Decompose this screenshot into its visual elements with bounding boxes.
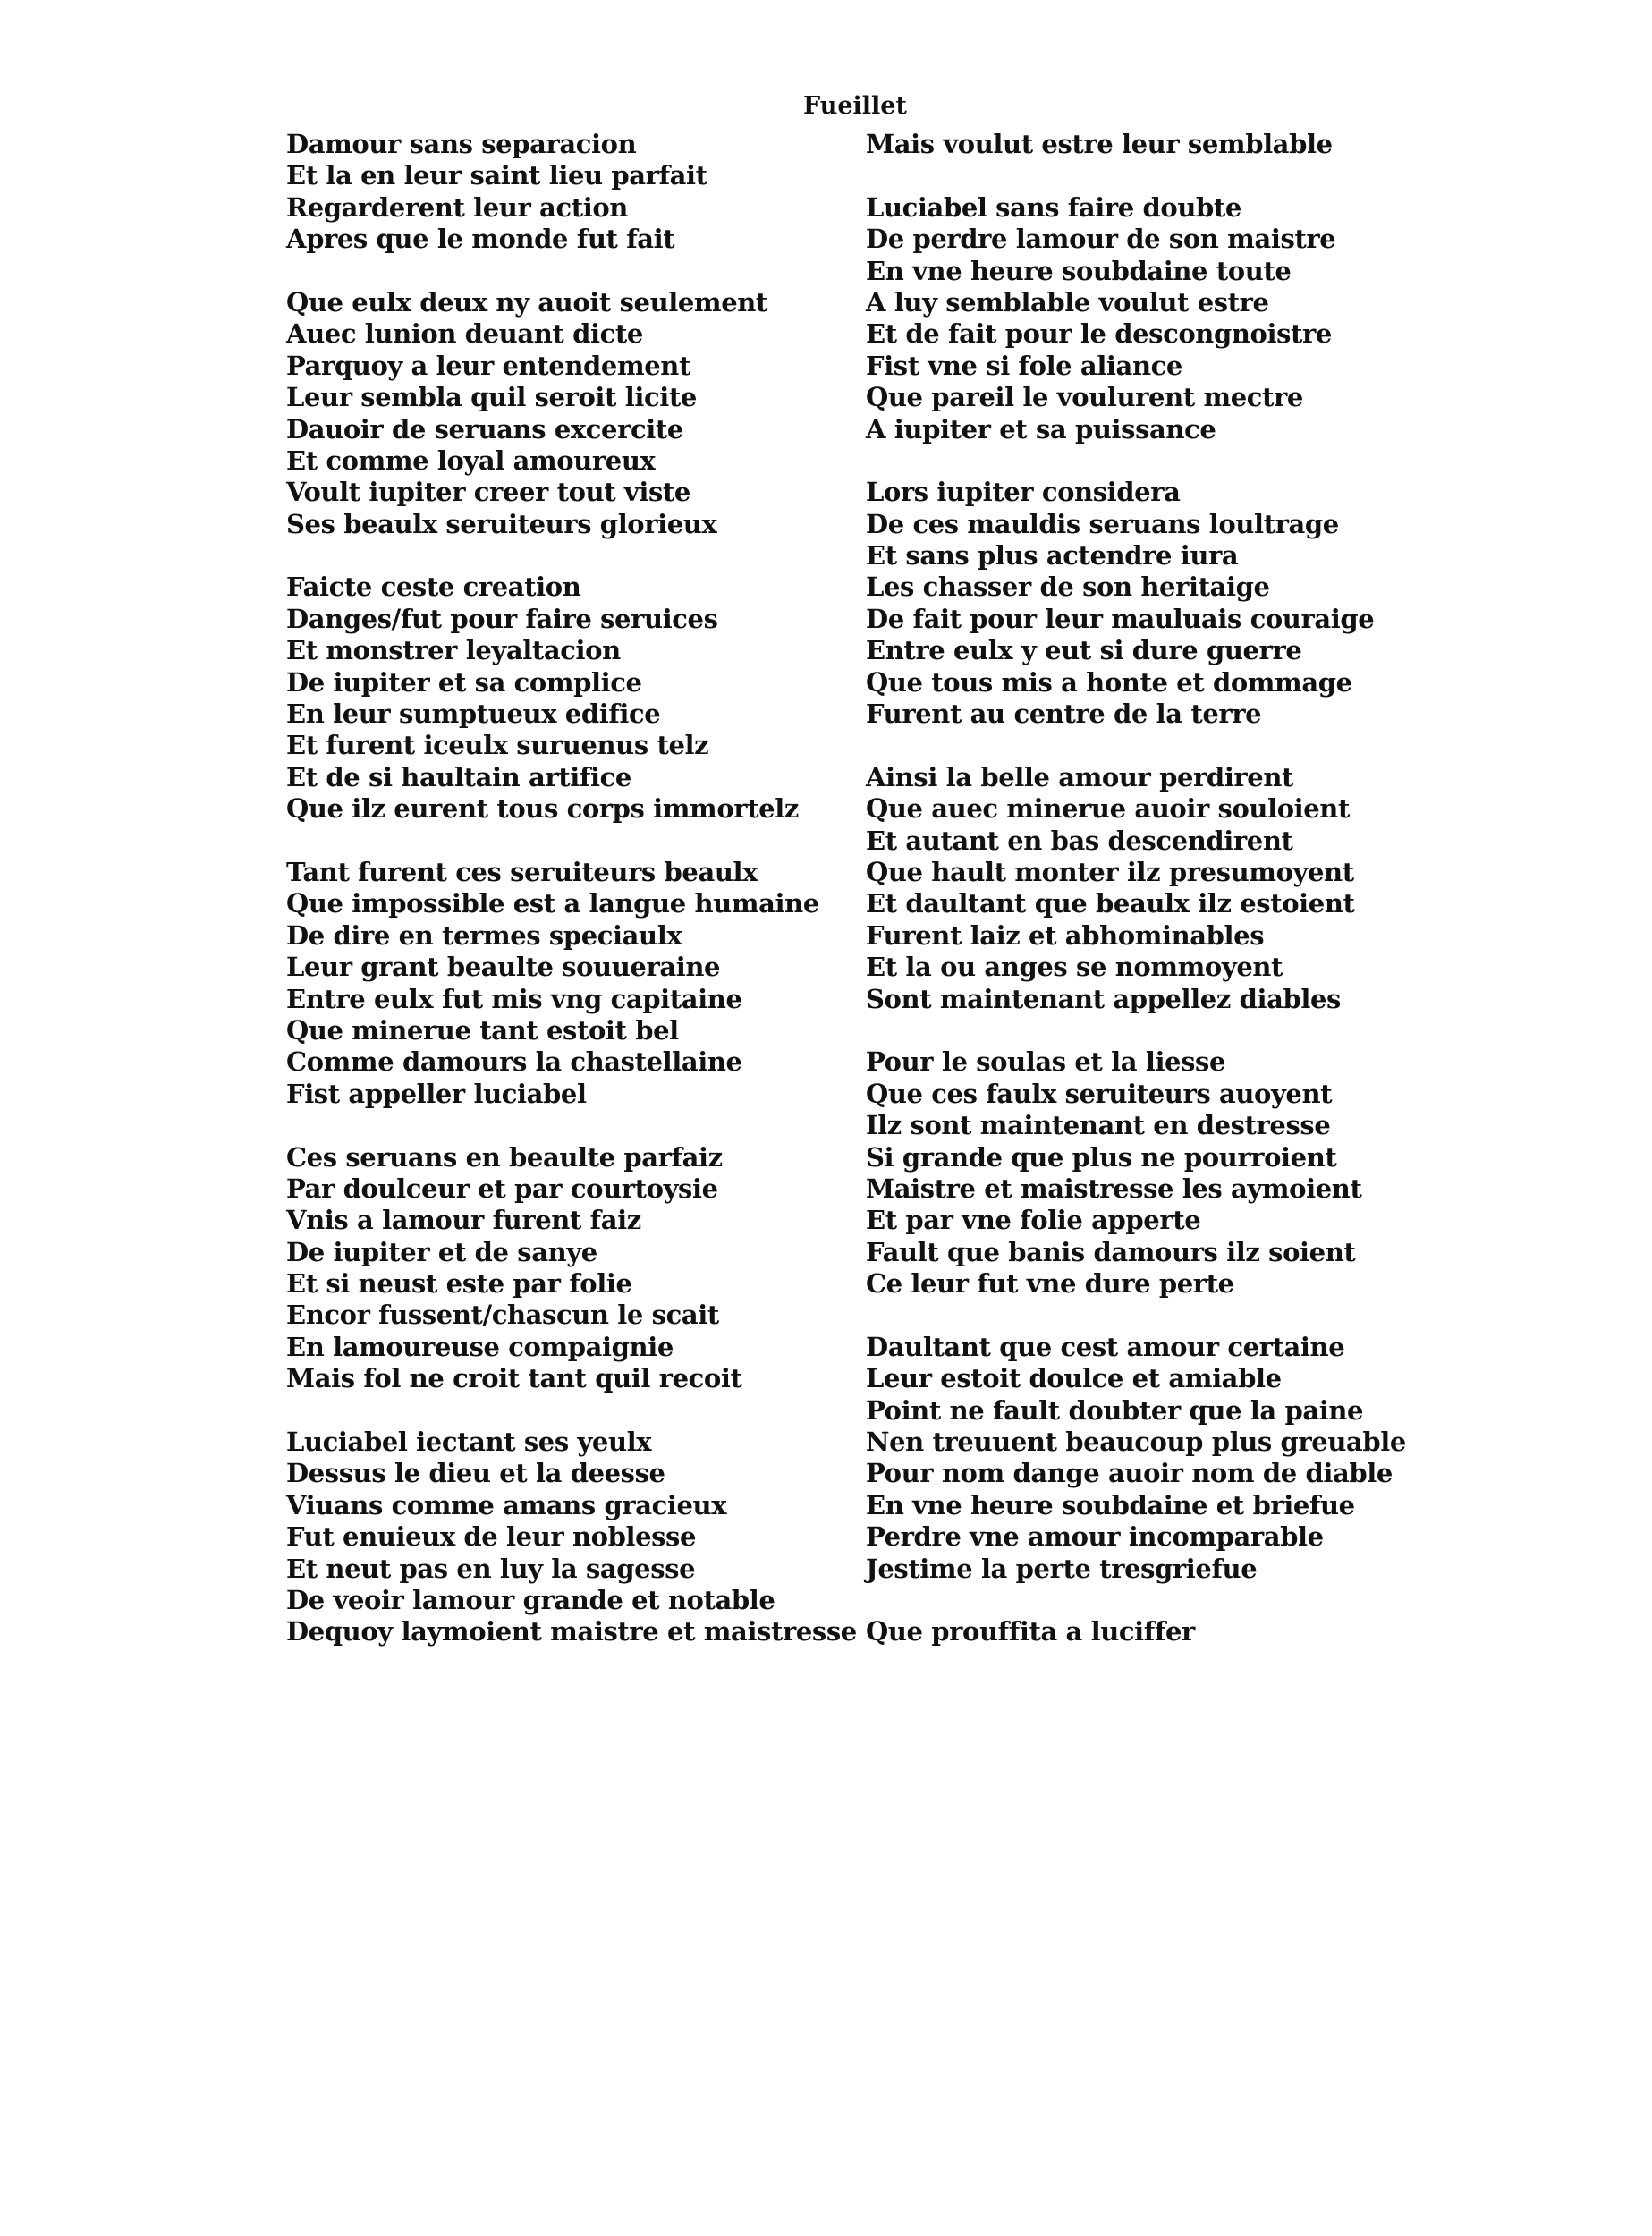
verse-line: En vne heure soubdaine toute [866,255,1292,286]
verse-line: En lamoureuse compaignie [286,1331,674,1362]
verse-line: Perdre vne amour incomparable [866,1521,1324,1553]
verse-line: Entre eulx y eut si dure guerre [866,635,1302,666]
verse-line: Jestime la perte tresgriefue [866,1553,1258,1584]
verse-line: Faicte ceste creation [286,572,581,603]
verse-line: Comme damours la chastellaine [286,1046,742,1078]
verse-line: De dire en termes speciaulx [286,919,682,951]
verse-line: De ces mauldis seruans loultrage [866,508,1339,539]
verse-line: De fait pour leur mauluais couraige [866,603,1375,634]
verse-line: Et si neust este par folie [286,1268,632,1300]
verse-line: De iupiter et sa complice [286,666,642,698]
verse-line: Entre eulx fut mis vng capitaine [286,983,742,1014]
verse-line: Dessus le dieu et la deesse [286,1458,665,1489]
stanza-break [286,1110,823,1141]
verse-line: Et la en leur saint lieu parfait [286,160,707,191]
stanza-break [286,540,823,572]
verse-line: Ces seruans en beaulte parfaiz [286,1141,723,1173]
verse-line: Voult iupiter creer tout viste [286,477,690,508]
stanza-break [866,730,1402,761]
verse-line: Et par vne folie apperte [866,1205,1201,1236]
verse-line: Regarderent leur action [286,191,628,223]
verse-line: Et la ou anges se nommoyent [866,952,1283,983]
verse-line: A luy semblable voulut estre [866,286,1269,318]
stanza-break [866,445,1402,477]
verse-line: Que pareil le voulurent mectre [866,382,1303,413]
verse-line: Que impossible est a langue humaine [286,888,819,919]
verse-line: Sont maintenant appellez diables [866,983,1341,1014]
stanza-break [286,256,823,287]
left-column [286,129,857,1648]
verse-line: Que ilz eurent tous corps immortelz [286,793,799,825]
verse-line: Et de fait pour le descongnoistre [866,318,1332,350]
stanza-break [286,826,823,857]
verse-line: Tant furent ces seruiteurs beaulx [286,856,758,887]
verse-line: Damour sans separacion [286,129,637,159]
verse-line: Daultant que cest amour certaine [866,1331,1345,1362]
verse-line: Point ne fault doubter que la paine [866,1394,1364,1426]
verse-line: Furent au centre de la terre [866,699,1262,730]
verse-line: Mais fol ne croit tant quil recoit [286,1363,742,1394]
verse-line: Furent laiz et abhominables [866,919,1265,951]
verse-line: Par doulceur et par courtoysie [286,1173,718,1204]
verse-line: Nen treuuent beaucoup plus greuable [866,1427,1406,1458]
stanza-break [866,1300,1402,1331]
verse-line: Leur estoit doulce et amiable [866,1363,1282,1394]
stanza-break [866,1585,1402,1616]
verse-line: Dequoy laymoient maistre et maistresse [286,1616,857,1647]
verse-line: Viuans comme amans gracieux [286,1489,727,1520]
verse-line: Pour le soulas et la liesse [866,1046,1226,1078]
verse-line: Ce leur fut vne dure perte [866,1268,1234,1300]
verse-line: Mais voulut estre leur semblable [866,129,1333,159]
verse-line: Que hault monter ilz presumoyent [866,856,1354,887]
verse-line: De veoir lamour grande et notable [286,1584,775,1615]
verse-line: Que minerue tant estoit bel [286,1014,679,1046]
verse-line: Et furent iceulx suruenus telz [286,730,709,761]
verse-line: Fist appeller luciabel [286,1078,587,1109]
verse-line: Danges/fut pour faire seruices [286,603,718,634]
verse-line: De perdre lamour de son maistre [866,224,1336,255]
stanza-break [286,1395,823,1427]
verse-line: Dauoir de seruans excercite [286,413,683,445]
verse-line: Que auec minerue auoir souloient [866,793,1350,825]
verse-line: A iupiter et sa puissance [866,413,1216,445]
verse-line: Et neut pas en luy la sagesse [286,1553,696,1584]
verse-line: Pour nom dange auoir nom de diable [866,1458,1393,1489]
verse-line: Et autant en bas descendirent [866,825,1293,856]
stanza-break [866,160,1402,191]
verse-line: En vne heure soubdaine et briefue [866,1489,1355,1520]
verse-line: Si grande que plus ne pourroient [866,1141,1337,1173]
verse-line: Et de si haultain artifice [286,761,631,792]
verse-line: Que prouffita a luciffer [866,1616,1195,1647]
verse-line: En leur sumptueux edifice [286,699,661,730]
verse-line: Leur grant beaulte souueraine [286,952,721,983]
verse-line: Que eulx deux ny auoit seulement [286,286,767,318]
verse-line: Que ces faulx seruiteurs auoyent [866,1078,1333,1109]
verse-line: Luciabel iectant ses yeulx [286,1427,652,1458]
verse-line: Et daultant que beaulx ilz estoient [866,888,1355,919]
verse-line: Maistre et maistresse les aymoient [866,1173,1362,1204]
right-column [866,129,1406,1648]
verse-line: Vnis a lamour furent faiz [286,1205,641,1236]
folio-signature: Fueillet [803,92,907,120]
verse-line: Ilz sont maintenant en destresse [866,1110,1331,1141]
verse-line: De iupiter et de sanye [286,1236,597,1267]
verse-line: Fist vne si fole aliance [866,350,1182,381]
verse-line: Ses beaulx seruiteurs glorieux [286,508,717,539]
verse-line: Apres que le monde fut fait [286,224,675,255]
verse-line: Fut enuieux de leur noblesse [286,1521,697,1553]
verse-line: Et sans plus actendre iura [866,540,1239,572]
verse-line: Ainsi la belle amour perdirent [866,761,1294,792]
verse-line: Lors iupiter considera [866,477,1181,508]
verse-line: Et monstrer leyaltacion [286,635,621,666]
verse-line: Et comme loyal amoureux [286,445,656,476]
stanza-break [866,1015,1402,1046]
verse-line: Parquoy a leur entendement [286,350,690,381]
verse-line: Les chasser de son heritaige [866,572,1270,603]
verse-line: Leur sembla quil seroit licite [286,382,697,413]
verse-line: Luciabel sans faire doubte [866,191,1241,223]
verse-line: Encor fussent/chascun le scait [286,1300,719,1331]
verse-line: Fault que banis damours ilz soient [866,1236,1356,1267]
verse-line: Auec lunion deuant dicte [286,318,643,350]
verse-line: Que tous mis a honte et dommage [866,666,1352,698]
